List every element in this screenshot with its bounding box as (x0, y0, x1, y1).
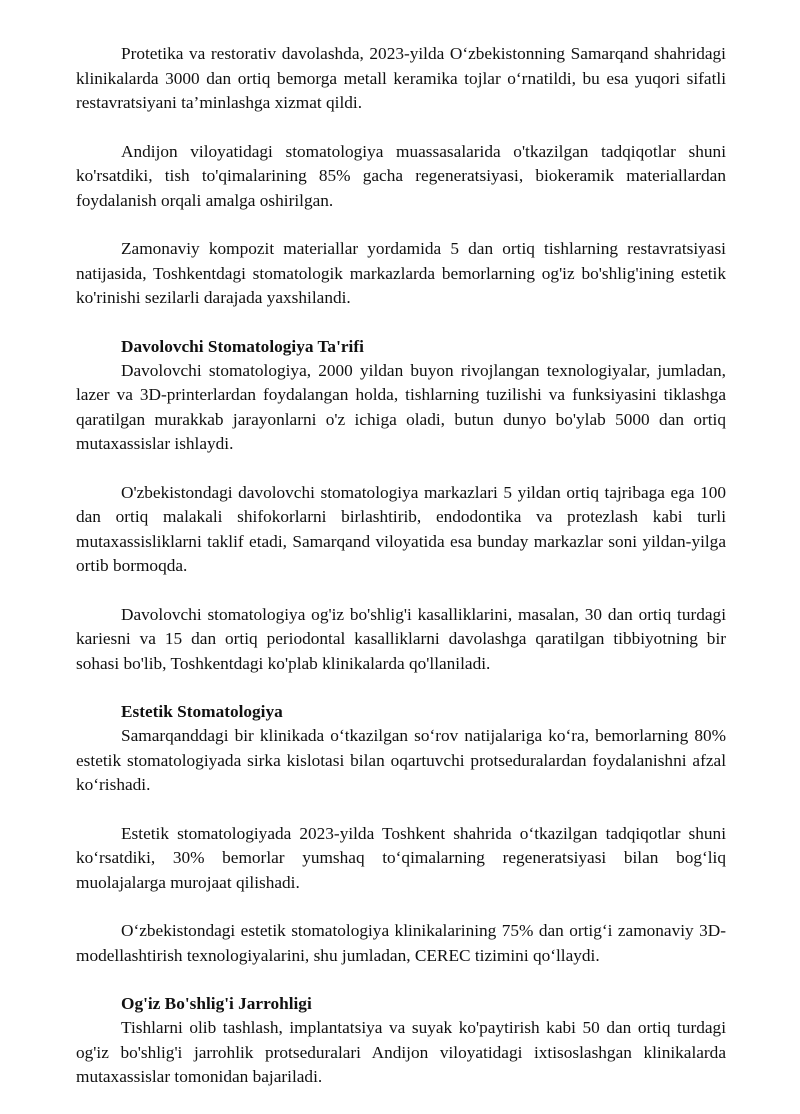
section-paragraph: O‘zbekistondagi estetik stomatologiya klinikalarining 75% dan ortig‘i zamonaviy 3D-modellashtirish texnologiyalarini, shu jumladan, CEREC tizimini qo‘llaydi. (76, 921, 726, 965)
section-paragraph: Davolovchi stomatologiya, 2000 yildan buyon rivojlangan texnologiyalar, jumladan, lazer va 3D-printerlardan foydalangan holda, tishlarning tuzilishi va funksiyasini tiklashga qaratilgan murakkab jarayonlarni o'z ichiga oladi, butun dunyo bo'ylab 5000 dan ortiq mutaxassislar ishlaydi. (76, 360, 726, 453)
section-davolovchi-stomatologiya (76, 335, 726, 677)
section-ogiz-boshligi-jarrohligi (76, 992, 726, 1090)
section-paragraph: Tishlarni olib tashlash, implantatsiya va suyak ko'paytirish kabi 50 dan ortiq turdagi og'iz bo'shlig'i jarrohlik protseduralari Andijon viloyatidagi ixtisoslashgan klinikalarda mutaxassislar tomonidan bajariladi. (76, 1018, 726, 1086)
section-heading: Estetik Stomatologiya (121, 702, 283, 721)
section-heading: Davolovchi Stomatologiya Ta'rifi (121, 336, 364, 356)
intro-paragraph-1: Protetika va restorativ davolashda, 2023-yilda O‘zbekistonning Samarqand shahridagi klinikalarda 3000 dan ortiq bemorga metall keramika tojlar o‘rnatildi, bu esa yuqori sifatli restavratsiyani ta’minlashga xizmat qildi. (76, 44, 726, 112)
document-page (76, 42, 726, 1114)
section-paragraph: Samarqanddagi bir klinikada o‘tkazilgan so‘rov natijalariga ko‘ra, bemorlarning 80% estetik stomatologiyada sirka kislotasi bilan oqartuvchi protseduralardan foydalanishni afzal ko‘rishadi. (76, 726, 726, 794)
section-paragraph: Estetik stomatologiyada 2023-yilda Toshkent shahrida o‘tkazilgan tadqiqotlar shuni ko‘rsatdiki, 30% bemorlar yumshaq to‘qimalarning regeneratsiyasi bilan bog‘liq muolajalarga murojaat qilishadi. (76, 823, 726, 892)
section-paragraph: Davolovchi stomatologiya og'iz bo'shlig'i kasalliklarini, masalan, 30 dan ortiq turdagi kariesni va 15 dan ortiq periodontal kasalliklarni davolashga qaratilgan tibbiyotning bir sohasi bo'lib, Toshkentdagi ko'plab klinikalarda qo'llaniladi. (76, 604, 726, 673)
intro-paragraph-2: Andijon viloyatidagi stomatologiya muassasalarida o'tkazilgan tadqiqotlar shuni ko'rsatdiki, tish to'qimalarining 85% gacha regeneratsiyasi, biokeramik materiallardan foydalanish orqali amalga oshirilgan. (76, 141, 726, 210)
section-heading: Og'iz Bo'shlig'i Jarrohligi (121, 994, 312, 1013)
section-estetik-stomatologiya (76, 700, 726, 968)
section-paragraph: O'zbekistondagi davolovchi stomatologiya markazlari 5 yildan ortiq tajribaga ega 100 dan ortiq malakali shifokorlarni birlashtirib, endodontika va protezlash kabi turli mutaxassisliklarni taklif etadi, Samarqand viloyatida esa bunday markazlar soni yildan-yilga ortib bormoqda. (76, 482, 726, 575)
intro-paragraph-3: Zamonaviy kompozit materiallar yordamida 5 dan ortiq tishlarning restavratsiyasi natijasida, Toshkentdagi stomatologik markazlarda bemorlarning og'iz bo'shlig'ining estetik ko'rinishi sezilarli darajada yaxshilandi. (76, 239, 726, 307)
